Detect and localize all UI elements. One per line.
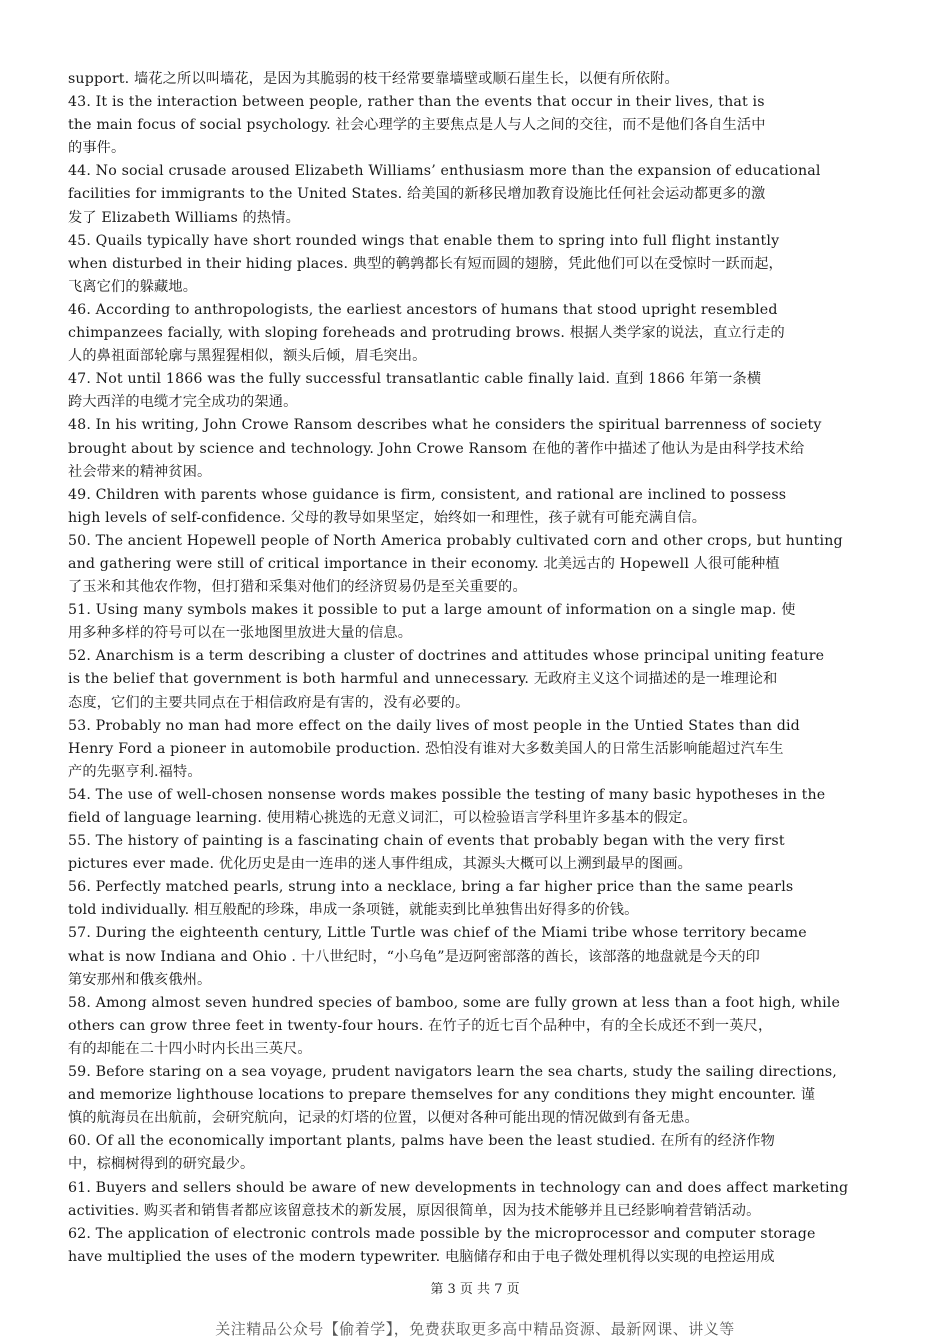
text-line: 43. It is the interaction between people, rather than the events that occur in their lives, that is [68, 94, 765, 111]
text-line: pictures ever made. 优化历史是由一连串的迷人事件组成，其源头大概可以上溯到最早的图画。 [68, 856, 693, 873]
text-line: others can grow three feet in twenty-four hours. 在竹子的近七百个品种中，有的全长成还不到一英尺， [68, 1017, 773, 1034]
text-line: 52. Anarchism is a term describing a cluster of doctrines and attitudes whose principal uniting feature [68, 648, 825, 665]
text-line: 61. Buyers and sellers should be aware of new developments in technology can and does affect marketing [68, 1179, 849, 1196]
text-line: 44. No social crusade aroused Elizabeth Williams’ enthusiasm more than the expansion of educational [68, 163, 821, 180]
text-line: 56. Perfectly matched pearls, strung into a necklace, bring a far higher price than the same pearls [68, 879, 794, 896]
text-line: 59. Before staring on a sea voyage, prudent navigators learn the sea charts, study the sailing directions, [68, 1064, 837, 1081]
text-line: 人的鼻祖面部轮廓与黑猩猩相似，额头后倾，眉毛突出。 [68, 348, 427, 365]
text-line: is the belief that government is both harmful and unnecessary. 无政府主义这个词描述的是一堆理论和 [68, 671, 778, 688]
text-line: 49. Children with parents whose guidance is firm, consistent, and rational are inclined to possess [68, 486, 787, 503]
promo-banner: 关注精品公众号【偷着学】，免费获取更多高中精品资源、最新网课、讲义等 [215, 1320, 735, 1338]
text-line: when disturbed in their hiding places. 典型的鹌鹑都长有短而圆的翅膀，凭此他们可以在受惊时一跃而起， [68, 255, 783, 272]
text-line: field of language learning. 使用精心挑选的无意义词汇，可以检验语言学科里许多基本的假定。 [68, 810, 697, 826]
text-line: 飞离它们的躲藏地。 [68, 278, 198, 295]
text-line: high levels of self-confidence. 父母的教导如果坚定，始终如一和理性，孩子就有可能充满自信。 [68, 509, 707, 526]
text-line: 48. In his writing, John Crowe Ransom describes what he considers the spiritual barrenness of society [68, 417, 822, 434]
text-line: what is now Indiana and Ohio . 十八世纪时，“小乌龟”是迈阿密部落的酋长，该部落的地盘就是今天的印 [68, 948, 761, 965]
document-body [68, 68, 884, 1269]
text-line: told individually. 相互般配的珍珠，串成一条项链，就能卖到比单独售出好得多的价钱。 [68, 902, 639, 919]
page-number: 第 3 页 共 7 页 [430, 1282, 520, 1297]
text-line: 的事件。 [68, 140, 126, 157]
text-line: 60. Of all the economically important plants, palms have been the least studied. 在所有的经济作物 [68, 1133, 776, 1150]
text-line: 62. The application of electronic controls made possible by the microprocessor and computer storage [68, 1225, 816, 1242]
text-line: 用多种多样的符号可以在一张地图里放进大量的信息。 [68, 625, 413, 642]
text-line: facilities for immigrants to the United States. 给美国的新移民增加教育设施比任何社会运动都更多的激 [68, 186, 766, 203]
text-line: 53. Probably no man had more effect on the daily lives of most people in the Untied States than did [68, 717, 800, 734]
text-line: brought about by science and technology. John Crowe Ransom 在他的著作中描述了他认为是由科学技术给 [68, 440, 805, 457]
text-line: 57. During the eighteenth century, Little Turtle was chief of the Miami tribe whose territory became [68, 925, 807, 942]
text-line: 社会带来的精神贫困。 [68, 463, 212, 480]
text-line: 慎的航海员在出航前，会研究航向，记录的灯塔的位置，以便对各种可能出现的情况做到有备无患。 [68, 1110, 699, 1127]
text-line: Henry Ford a pioneer in automobile production. 恐怕没有谁对大多数美国人的日常生活影响能超过汽车生 [68, 740, 784, 757]
text-line: and memorize lighthouse locations to prepare themselves for any conditions they might encounter. 谨 [68, 1087, 816, 1104]
text-line: 46. According to anthropologists, the earliest ancestors of humans that stood upright resembled [68, 301, 778, 318]
text-line: chimpanzees facially, with sloping foreheads and protruding brows. 根据人类学家的说法，直立行走的 [68, 325, 785, 342]
text-line: activities. 购买者和销售者都应该留意技术的新发展，原因很简单，因为技术能够并且已经影响着营销活动。 [68, 1202, 761, 1219]
text-line: 50. The ancient Hopewell people of North America probably cultivated corn and other crops, but hunting [68, 532, 843, 549]
text-line: 了玉米和其他农作物，但打猎和采集对他们的经济贸易仍是至关重要的。 [68, 579, 527, 596]
text-line: 第安那州和俄亥俄州。 [68, 971, 212, 988]
text-line: 态度，它们的主要共同点在于相信政府是有害的，没有必要的。 [68, 694, 470, 711]
text-line: 51. Using many symbols makes it possible to put a large amount of information on a single map. 使 [68, 602, 796, 619]
text-line: 54. The use of well-chosen nonsense words makes possible the testing of many basic hypotheses in the [68, 786, 826, 803]
text-line: 45. Quails typically have short rounded wings that enable them to spring into full flight instantly [68, 232, 780, 249]
text-line: have multiplied the uses of the modern typewriter. 电脑储存和由于电子微处理机得以实现的电控运用成 [68, 1248, 775, 1265]
text-line: 发了 Elizabeth Williams 的热情。 [68, 209, 300, 226]
text-line: support. 墙花之所以叫墙花，是因为其脆弱的枝干经常要靠墙壁或顺石崖生长，以便有所依附。 [68, 71, 679, 87]
text-line: 55. The history of painting is a fascinating chain of events that probably began with the very first [68, 833, 785, 850]
text-line: 47. Not until 1866 was the fully successful transatlantic cable finally laid. 直到 1866 年第一条横 [68, 371, 762, 388]
text-line: 跨大西洋的电缆才完全成功的架通。 [68, 394, 298, 411]
text-line: 产的先驱亨利.福特。 [68, 763, 202, 780]
text-line: the main focus of social psychology. 社会心理学的主要焦点是人与人之间的交往，而不是他们各自生活中 [68, 117, 766, 134]
text-line: 有的却能在二十四小时内长出三英尺。 [68, 1040, 312, 1057]
text-line: and gathering were still of critical importance in their economy. 北美远古的 Hopewell 人很可能种植 [68, 555, 780, 572]
text-line: 58. Among almost seven hundred species of bamboo, some are fully grown at less than a foot high, while [68, 994, 841, 1011]
text-line: 中，棕榈树得到的研究最少。 [68, 1156, 255, 1173]
